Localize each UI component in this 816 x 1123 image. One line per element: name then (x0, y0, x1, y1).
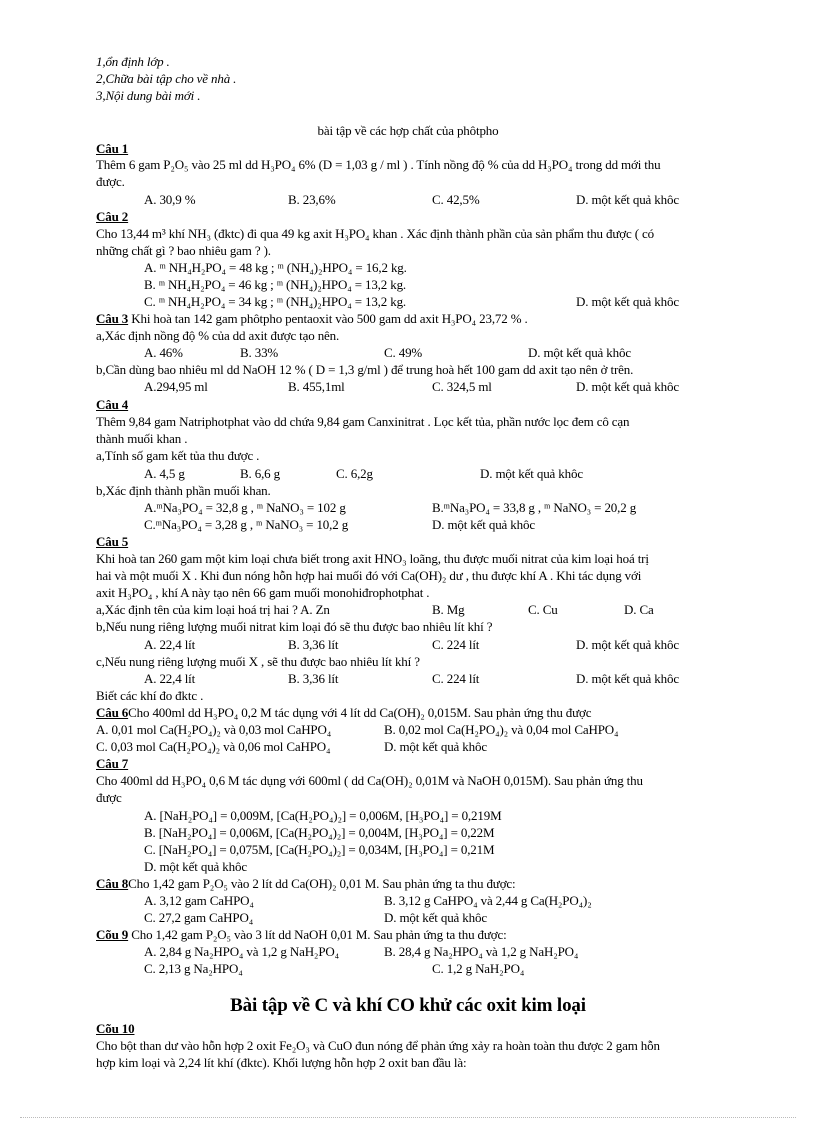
question-text: Cho 400ml dd H₃PO₄ 0,6 M tác dụng với 600ml ( dd Ca(OH)₂ 0,01M và NaOH 0,015M). Sau phản ứng thu (96, 773, 643, 788)
option-d: D. một kết quả khôc (576, 294, 679, 309)
question-label-2: Câu 2 (96, 209, 129, 224)
part-c: c,Nếu nung riêng lượng muối X , sẽ thu được bao nhiêu lít khí ? (96, 654, 420, 669)
question-text: được (96, 790, 122, 805)
part-a: a,Xác định tên của kim loại hoá trị hai ? A. Zn (96, 602, 330, 617)
question-label-1: Câu 1 (96, 141, 129, 156)
question-text: Cho 1,42 gam P₂O₅ vào 3 lít dd NaOH 0,01 M. Sau phản ứng ta thu được: (128, 927, 507, 942)
option-b: B. 3,36 lít (288, 671, 339, 686)
question-label-5: Câu 5 (96, 534, 129, 549)
question-label-6: Câu 6 (96, 705, 129, 720)
option-c: C. [NaH₂PO₄] = 0,075M, [Ca(H₂PO₄)₂] = 0,034M, [H₃PO₄] = 0,21M (144, 842, 495, 857)
question-text: Thêm 9,84 gam Natriphotphat vào dd chứa 9,84 gam Canxinitrat . Lọc kết tủa, phần nước lọc đem cô cạn (96, 414, 630, 429)
option-d: D. một kết quả khôc (384, 910, 487, 925)
option-a: A. 46% (144, 345, 183, 360)
option-d: D. một kết quả khôc (432, 517, 535, 532)
option-d: D. một kết quả khôc (384, 739, 487, 754)
intro-line-1: 1,ổn định lớp . (96, 54, 170, 69)
option-d: D. Ca (624, 602, 654, 617)
option-a: A.ᵐNa₃PO₄ = 32,8 g , ᵐ NaNO₃ = 102 g (144, 500, 346, 515)
option-c: C. 49% (384, 345, 423, 360)
option-c: C. 27,2 gam CaHPO₄ (144, 910, 254, 925)
question-label-9: Cõu 9 (96, 927, 129, 942)
option-c: C. 324,5 ml (432, 379, 492, 394)
question-text: Cho bột than dư vào hỗn hợp 2 oxit Fe₂O₃ và CuO đun nóng để phản ứng xảy ra hoàn toàn thu được 2 gam hỗn (96, 1038, 660, 1053)
question-text: Cho 13,44 m³ khí NH₃ (đktc) đi qua 49 kg axit H₃PO₄ khan . Xác định thành phần của sản phẩm thu được ( có (96, 226, 654, 241)
option-b: B. ᵐ NH₄H₂PO₄ = 46 kg ; ᵐ (NH₄)₂HPO₄ = 13,2 kg. (144, 277, 407, 292)
question-text: Cho 1,42 gam P₂O₅ vào 2 lít dd Ca(OH)₂ 0,01 M. Sau phản ứng ta thu được: (128, 876, 516, 891)
intro-line-3: 3,Nội dung bài mới . (96, 88, 201, 103)
section-title-carbon-co: Bài tập về C và khí CO khử các oxit kim loại (230, 995, 586, 1016)
option-b: B. 3,36 lít (288, 637, 339, 652)
part-a: a,Tính số gam kết tủa thu được . (96, 448, 260, 463)
part-b: b,Nếu nung riêng lượng muối nitrat kim loại đó sẽ thu được bao nhiêu lít khí ? (96, 619, 493, 634)
question-6 (96, 705, 591, 721)
option-b: B. Mg (432, 602, 465, 617)
intro-line-2: 2,Chữa bài tập cho về nhà . (96, 71, 237, 86)
question-text: hai và một muối X . Khi đun nóng hỗn hợp hai muối đó với Ca(OH)₂ dư , thu được khí A . Khi tác dụng với (96, 568, 642, 583)
option-c: C. Cu (528, 602, 558, 617)
question-8 (96, 876, 516, 892)
question-text: Cho 400ml dd H₃PO₄ 0,2 M tác dụng với 4 lít dd Ca(OH)₂ 0,015M. Sau phản ứng thu được (128, 705, 592, 720)
option-a: A. ᵐ NH₄H₂PO₄ = 48 kg ; ᵐ (NH₄)₂HPO₄ = 16,2 kg. (144, 260, 407, 275)
option-c: C. 224 lít (432, 671, 480, 686)
option-a: A. 0,01 mol Ca(H₂PO₄)₂ và 0,03 mol CaHPO₄ (96, 722, 332, 737)
question-label-4: Câu 4 (96, 397, 129, 412)
option-b: B. 455,1ml (288, 379, 345, 394)
option-b: B. 6,6 g (240, 466, 280, 481)
question-9 (96, 927, 507, 943)
option-a: A. 2,84 g Na₂HPO₄ và 1,2 g NaH₂PO₄ (144, 944, 340, 959)
option-a: A. 3,12 gam CaHPO₄ (144, 893, 254, 908)
option-b: B. 28,4 g Na₂HPO₄ và 1,2 g NaH₂PO₄ (384, 944, 579, 959)
question-text: thành muối khan . (96, 431, 188, 446)
section-title-phosphorus: bài tập về các hợp chất của phôtpho (317, 123, 499, 138)
option-c: C. 6,2g (336, 466, 373, 481)
option-c: C. 2,13 g Na₂HPO₄ (144, 961, 243, 976)
option-d: D. một kết quả khôc (576, 192, 679, 207)
option-d: D. một kết quả khôc (576, 671, 679, 686)
option-a: A.294,95 ml (144, 379, 208, 394)
question-3 (96, 311, 528, 327)
option-c: C. ᵐ NH₄H₂PO₄ = 34 kg ; ᵐ (NH₄)₂HPO₄ = 13,2 kg. (144, 294, 407, 309)
question-label-7: Câu 7 (96, 756, 129, 771)
option-a: A. 22,4 lít (144, 637, 196, 652)
part-b: b,Xác định thành phần muối khan. (96, 483, 271, 498)
option-b: B. [NaH₂PO₄] = 0,006M, [Ca(H₂PO₄)₂] = 0,004M, [H₃PO₄] = 0,22M (144, 825, 495, 840)
option-d: D. một kết quả khôc (576, 637, 679, 652)
question-label-3: Câu 3 (96, 311, 129, 326)
option-d: D. một kết quả khôc (144, 859, 247, 874)
option-b: B. 3,12 g CaHPO₄ và 2,44 g Ca(H₂PO₄)₂ (384, 893, 592, 908)
part-b: b,Cần dùng bao nhiêu ml dd NaOH 12 % ( D = 1,3 g/ml ) để trung hoà hết 100 gam dd axit tạo nên ở trên. (96, 362, 634, 377)
question-text: hợp kim loại và 2,24 lít khí (đktc). Khối lượng hỗn hợp 2 oxit ban đầu là: (96, 1055, 467, 1070)
option-d: C. 1,2 g NaH₂PO₄ (432, 961, 525, 976)
option-d: D. một kết quả khôc (528, 345, 631, 360)
option-a: A. 22,4 lít (144, 671, 196, 686)
option-b: B. 23,6% (288, 192, 336, 207)
question-text: Khi hoà tan 142 gam phôtpho pentaoxit vào 500 gam dd axit H₃PO₄ 23,72 % . (128, 311, 528, 326)
option-a: A. 30,9 % (144, 192, 196, 207)
question-text: Thêm 6 gam P₂O₅ vào 25 ml dd H₃PO₄ 6% (D = 1,03 g / ml ) . Tính nồng độ % của dd H₃PO₄ trong dd mới thu (96, 157, 661, 172)
option-b: B. 0,02 mol Ca(H₂PO₄)₂ và 0,04 mol CaHPO₄ (384, 722, 619, 737)
option-b: B. 33% (240, 345, 279, 360)
option-c: C.ᵐNa₃PO₄ = 3,28 g , ᵐ NaNO₃ = 10,2 g (144, 517, 349, 532)
option-a: A. 4,5 g (144, 466, 185, 481)
question-text: axit H₃PO₄ , khí A này tạo nên 66 gam muối monohiđrophotphat . (96, 585, 430, 600)
question-text: Khi hoà tan 260 gam một kim loại chưa biết trong axit HNO₃ loãng, thu được muối nitrat của kim loại hoá trị (96, 551, 649, 566)
option-d: D. một kết quả khôc (576, 379, 679, 394)
question-text: những chất gì ? bao nhiêu gam ? ). (96, 243, 271, 258)
question-label-8: Câu 8 (96, 876, 129, 891)
question-label-10: Cõu 10 (96, 1021, 135, 1036)
option-c: C. 42,5% (432, 192, 480, 207)
part-a: a,Xác định nồng độ % của dd axit được tạo nên. (96, 328, 340, 343)
option-c: C. 224 lít (432, 637, 480, 652)
option-a: A. [NaH₂PO₄] = 0,009M, [Ca(H₂PO₄)₂] = 0,006M, [H₃PO₄] = 0,219M (144, 808, 502, 823)
option-c: C. 0,03 mol Ca(H₂PO₄)₂ và 0,06 mol CaHPO₄ (96, 739, 331, 754)
option-b: B.ᵐNa₃PO₄ = 33,8 g , ᵐ NaNO₃ = 20,2 g (432, 500, 637, 515)
option-d: D. một kết quả khôc (480, 466, 583, 481)
note: Biết các khí đo đktc . (96, 688, 204, 703)
page-bottom-divider (20, 1117, 796, 1118)
question-text: được. (96, 174, 125, 189)
